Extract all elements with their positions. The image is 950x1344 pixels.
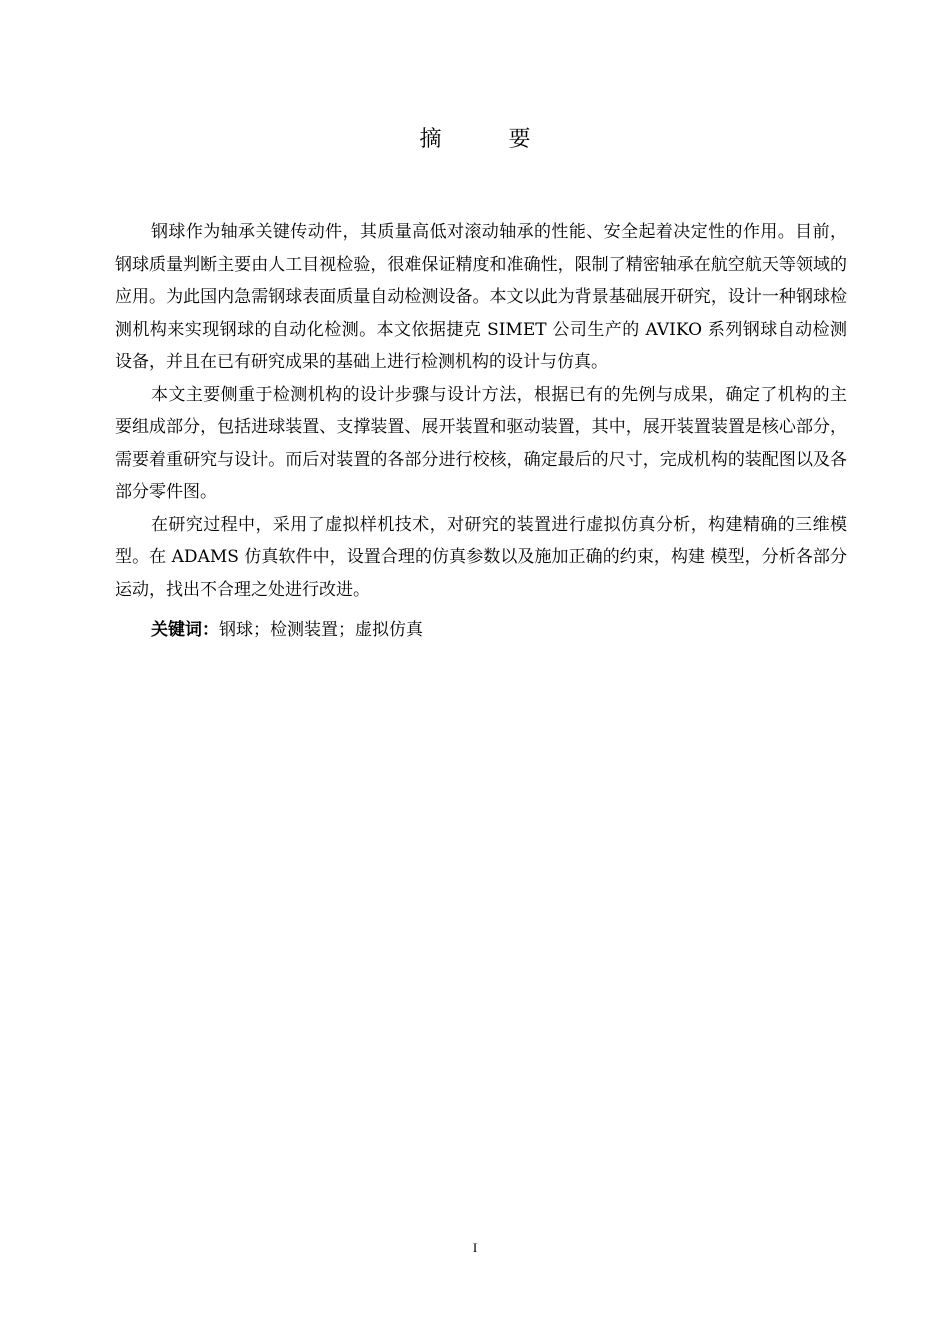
page-number: I: [472, 1240, 478, 1255]
keywords-line: [115, 614, 847, 647]
abstract-title: 摘 要: [419, 127, 561, 152]
abstract-paragraph-1: 钢球作为轴承关键传动件，其质量高低对滚动轴承的性能、安全起着决定性的作用。目前，钢球质量判断主要由人工目视检验，很难保证精度和准确性，限制了精密轴承在航空航天等领域的应用。为此国内急需钢球表面质量自动检测设备。本文以此为背景基础展开研究，设计一种钢球检测机构来实现钢球的自动化检测。本文依据捷克 SIMET 公司生产的 AVIKO 系列钢球自动检测设备，并且在已有研究成果的基础上进行检测机构的设计与仿真。: [115, 222, 847, 372]
keywords-label: 关键词：: [151, 620, 219, 640]
abstract-paragraph-3: 在研究过程中，采用了虚拟样机技术，对研究的装置进行虚拟仿真分析，构建精确的三维模型。在 ADAMS 仿真软件中，设置合理的仿真参数以及施加正确的约束，构建 模型，分析各部分运动，找出不合理之处进行改进。: [115, 514, 847, 600]
keywords-text: 钢球；检测装置；虚拟仿真: [219, 620, 423, 640]
abstract-paragraph-2: 本文主要侧重于检测机构的设计步骤与设计方法，根据已有的先例与成果，确定了机构的主要组成部分，包括进球装置、支撑装置、展开装置和驱动装置，其中，展开装置装置是核心部分，需要着重研究与设计。而后对装置的各部分进行校核，确定最后的尺寸，完成机构的装配图以及各部分零件图。: [115, 384, 847, 502]
abstract-body: [115, 216, 847, 647]
